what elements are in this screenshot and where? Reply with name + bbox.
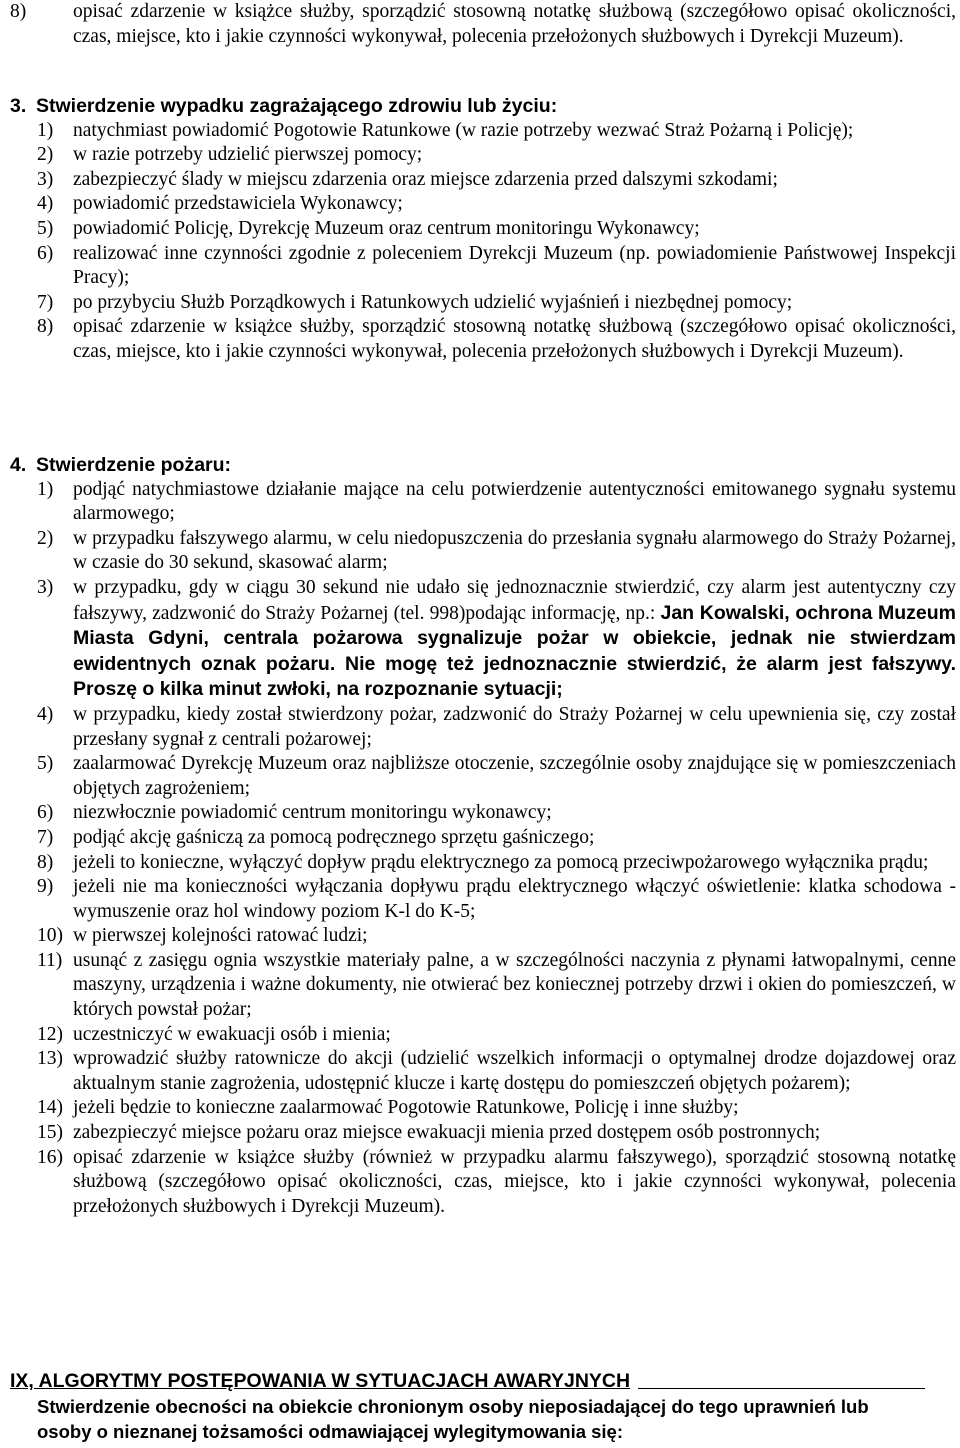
list-item <box>37 1047 956 1096</box>
list-item <box>37 315 956 364</box>
list-number: 6) <box>37 802 54 824</box>
list-text: wprowadzić służby ratownicze do akcji (udzielić wszelkich informacji o optymalnej drodze dojazdowej oraz aktualnym stanie zagrożenia, udostępnić klucze i kartę dostępu do pomieszczeń objętych pożarem); <box>73 1048 956 1094</box>
list-item <box>37 192 956 217</box>
list-item <box>37 949 956 1023</box>
list-item <box>37 1096 956 1121</box>
list-item <box>37 119 956 144</box>
list-text-plain: w przypadku, gdy w ciągu 30 sekund nie udało się jednoznacznie stwierdzić, czy alarm jest autentyczny czy fałszywy, zadzwonić do Straży Pożarnej (tel. 998)podając informację, np.: <box>73 576 956 624</box>
list-text: w razie potrzeby udzielić pierwszej pomocy; <box>73 144 423 166</box>
list-number: 12) <box>37 1023 63 1045</box>
list-number: 4) <box>37 703 54 725</box>
chapter-title: IX, ALGORYTMY POSTĘPOWANIA W SYTUACJACH AWARYJNYCH <box>10 1370 631 1392</box>
list-item <box>37 1146 956 1220</box>
list-number: 3) <box>37 168 54 190</box>
list-text: zaalarmować Dyrekcję Muzeum oraz najbliższe otoczenie, szczególnie osoby znajdujące się w pomieszczeniach objętych zagrożeniem; <box>73 753 956 799</box>
list-text <box>73 576 956 703</box>
list-number: 7) <box>37 291 54 313</box>
section-number: 3. <box>10 95 27 117</box>
list-number: 11) <box>37 949 63 971</box>
list-text: jeżeli nie ma konieczności wyłączania dopływu prądu elektrycznego włączyć oświetlenie: klatka schodowa - wymuszenie oraz hol windowy poziom K-l do K-5; <box>73 876 956 922</box>
list-item <box>37 826 956 851</box>
list-number: 2) <box>37 527 54 549</box>
section-heading <box>10 94 956 119</box>
list-number: 16) <box>37 1146 63 1168</box>
list-text: powiadomić Policję, Dyrekcję Muzeum oraz centrum monitoringu Wykonawcy; <box>73 217 700 239</box>
list-text: zabezpieczyć ślady w miejscu zdarzenia oraz miejsce zdarzenia przed dalszymi szkodami; <box>73 168 778 190</box>
section-list <box>37 119 956 365</box>
list-text: opisać zdarzenie w książce służby, sporządzić stosowną notatkę służbową (szczegółowo opisać okoliczności, czas, miejsce, kto i jakie czynności wykonywał, polecenia przełożonych służbowych i Dyrekcji Muzeum). <box>73 316 956 362</box>
section-number: 4. <box>10 454 27 476</box>
list-item <box>37 875 956 924</box>
list-item <box>37 801 956 826</box>
list-text: opisać zdarzenie w książce służby (również w przypadku alarmu fałszywego), sporządzić stosowną notatkę służbową (szczegółowo opisać okoliczności, czas, miejsce, kto i jakie czynności wykonywał, polecenia przełożonych służbowych i Dyrekcji Muzeum). <box>73 1146 956 1217</box>
list-number: 7) <box>37 826 54 848</box>
subsection-heading: Stwierdzenie obecności na obiekcie chronionym osoby nieposiadającej do tego uprawnień lub osoby o nieznanej tożsamości odmawiającej wylegitymowania się: <box>37 1396 869 1442</box>
list-text: po przybyciu Służb Porządkowych i Ratunkowych udzielić wyjaśnień i niezbędnej pomocy; <box>73 291 793 313</box>
section-3 <box>10 94 956 365</box>
list-text: uczestniczyć w ewakuacji osób i mienia; <box>73 1023 391 1045</box>
list-number: 4) <box>37 193 54 215</box>
list-number: 10) <box>37 925 63 947</box>
list-number: 14) <box>37 1097 63 1119</box>
list-item <box>37 143 956 168</box>
list-item <box>37 752 956 801</box>
section-title: Stwierdzenie wypadku zagrażającego zdrowiu lub życiu: <box>36 95 558 117</box>
chapter-heading <box>10 1369 925 1393</box>
list-item <box>37 1121 956 1146</box>
list-number: 2) <box>37 144 54 166</box>
list-text: powiadomić przedstawiciela Wykonawcy; <box>73 193 403 215</box>
list-number: 3) <box>37 576 54 598</box>
list-number: 9) <box>37 876 54 898</box>
list-text: niezwłocznie powiadomić centrum monitoringu wykonawcy; <box>73 802 552 824</box>
list-text: jeżeli to konieczne, wyłączyć dopływ prądu elektrycznego za pomocą przeciwpożarowego wyłącznika prądu; <box>73 851 929 873</box>
list-number: 1) <box>37 119 54 141</box>
list-number: 1) <box>37 478 54 500</box>
list-text: w przypadku, kiedy został stwierdzony pożar, zadzwonić do Straży Pożarnej w celu upewnienia się, czy został przesłany sygnał z centrali pożarowej; <box>73 703 956 750</box>
heading-rule <box>638 1369 925 1389</box>
list-item <box>37 1023 956 1048</box>
list-item <box>37 527 956 576</box>
phone-script-text: Jan Kowalski, ochrona Muzeum Miasta Gdyni, centrala pożarowa sygnalizuje pożar w obiekcie, jednak nie stwierdzam ewidentnych oznak pożaru. Nie mogę też jednoznacznie stwierdzić, że alarm jest fałszywy. Proszę o kilka minut zwłoki, na rozpoznanie sytuacji; <box>73 601 956 701</box>
list-text: podjąć akcję gaśniczą za pomocą podręcznego sprzętu gaśniczego; <box>73 826 595 848</box>
list-text: realizować inne czynności zgodnie z poleceniem Dyrekcji Muzeum (np. powiadomienie Państwowej Inspekcji Pracy); <box>73 242 956 289</box>
list-item <box>37 576 956 703</box>
list-text: podjąć natychmiastowe działanie mające na celu potwierdzenie autentyczności emitowanego sygnału systemu alarmowego; <box>73 478 956 525</box>
section-heading <box>10 453 956 478</box>
section-list <box>37 478 956 1220</box>
list-item <box>37 242 956 291</box>
list-text: zabezpieczyć miejsce pożaru oraz miejsce ewakuacji mienia przed dostępem osób postronnych; <box>73 1122 821 1144</box>
list-item <box>37 924 956 949</box>
list-item <box>37 851 956 876</box>
list-item <box>37 291 956 316</box>
section-title: Stwierdzenie pożaru: <box>36 454 232 476</box>
list-number: 15) <box>37 1122 63 1144</box>
list-number: 5) <box>37 753 54 775</box>
list-item <box>37 168 956 193</box>
list-number: 5) <box>37 217 54 239</box>
list-number: 13) <box>37 1048 63 1070</box>
list-number: 6) <box>37 242 54 264</box>
list-text: jeżeli będzie to konieczne zaalarmować Pogotowie Ratunkowe, Policję i inne służby; <box>73 1097 739 1119</box>
list-item <box>37 703 956 752</box>
top-list-item <box>10 0 956 49</box>
list-text: opisać zdarzenie w książce służby, sporządzić stosowną notatkę służbową (szczegółowo opisać okoliczności, czas, miejsce, kto i jakie czynności wykonywał, polecenia przełożonych służbowych i Dyrekcji Muzeum). <box>73 1 956 47</box>
list-text: w przypadku fałszywego alarmu, w celu niedopuszczenia do przesłania sygnału alarmowego do Straży Pożarnej, w czasie do 30 sekund, skasować alarm; <box>73 527 956 574</box>
list-number: 8) <box>10 1 27 22</box>
list-item <box>37 217 956 242</box>
list-text: w pierwszej kolejności ratować ludzi; <box>73 925 368 947</box>
section-4 <box>10 453 956 1219</box>
list-number: 8) <box>37 316 54 338</box>
list-number: 8) <box>37 851 54 873</box>
list-item <box>37 478 956 527</box>
list-text: natychmiast powiadomić Pogotowie Ratunkowe (w razie potrzeby wezwać Straż Pożarną i Policję); <box>73 119 854 141</box>
list-text: usunąć z zasięgu ognia wszystkie materiały palne, a w szczególności naczynia z płynami łatwopalnymi, cenne maszyny, urządzenia i ważne dokumenty, nie otwierać bez koniecznej potrzeby drzwi i okien do pomieszczeń, w których powstał pożar; <box>73 949 956 1021</box>
